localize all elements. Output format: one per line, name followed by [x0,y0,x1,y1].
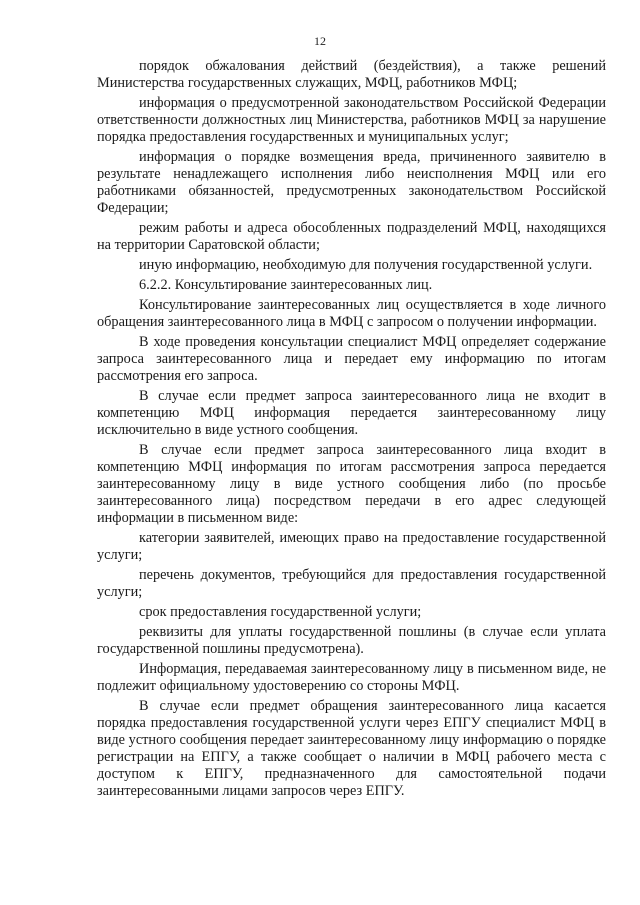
paragraph: Консультирование заинтересованных лиц осуществляется в ходе личного обращения заинтересованного лица в МФЦ с запросом о получении информации. [97,297,606,330]
paragraph: В случае если предмет запроса заинтересованного лица не входит в компетенцию МФЦ информация передается заинтересованному лицу исключительно в виде устного сообщения. [97,388,606,438]
paragraph: В случае если предмет обращения заинтересованного лица касается порядка предоставления государственной услуги через ЕПГУ специалист МФЦ в виде устного сообщения передает заинтересованному лицу информацию о порядке регистрации на ЕПГУ, а также сообщает о наличии в МФЦ рабочего места с доступом к ЕПГУ, предназначенного для самостоятельной подачи заинтересованными лицами запросов через ЕПГУ. [97,698,606,799]
paragraph: порядок обжалования действий (бездействия), а также решений Министерства государственных служащих, МФЦ, работников МФЦ; [97,58,606,91]
paragraph: иную информацию, необходимую для получения государственной услуги. [139,257,593,273]
paragraph: информация о порядке возмещения вреда, причиненного заявителю в результате ненадлежащего исполнения либо неисполнения МФЦ или его работниками обязанностей, предусмотренных законодательством Российской Федерации; [97,149,606,216]
paragraph: В случае если предмет запроса заинтересованного лица входит в компетенцию МФЦ информация по итогам рассмотрения запроса передается заинтересованному лицу в виде устного сообщения либо (по просьбе заинтересованного лица) посредством передачи в его адрес следующей информации в письменном виде: [97,442,606,526]
paragraph: Информация, передаваемая заинтересованному лицу в письменном виде, не подлежит официальному удостоверению со стороны МФЦ. [97,661,606,694]
paragraph: реквизиты для уплаты государственной пошлины (в случае если уплата государственной пошлины предусмотрена). [97,624,606,657]
paragraph: 6.2.2. Консультирование заинтересованных лиц. [139,277,433,293]
paragraph: информация о предусмотренной законодательством Российской Федерации ответственности должностных лиц Министерства, работников МФЦ за нарушение порядка предоставления государственных и муниципальных услуг; [97,95,606,145]
paragraph: В ходе проведения консультации специалист МФЦ определяет содержание запроса заинтересованного лица и передает ему информацию по итогам рассмотрения его запроса. [97,334,606,384]
paragraph: срок предоставления государственной услуги; [139,604,422,620]
paragraph: перечень документов, требующийся для предоставления государственной услуги; [97,567,606,600]
paragraph: категории заявителей, имеющих право на предоставление государственной услуги; [97,530,606,563]
paragraph: режим работы и адреса обособленных подразделений МФЦ, находящихся на территории Саратовской области; [97,220,606,253]
page-number: 12 [314,34,326,48]
document-body [97,58,606,803]
